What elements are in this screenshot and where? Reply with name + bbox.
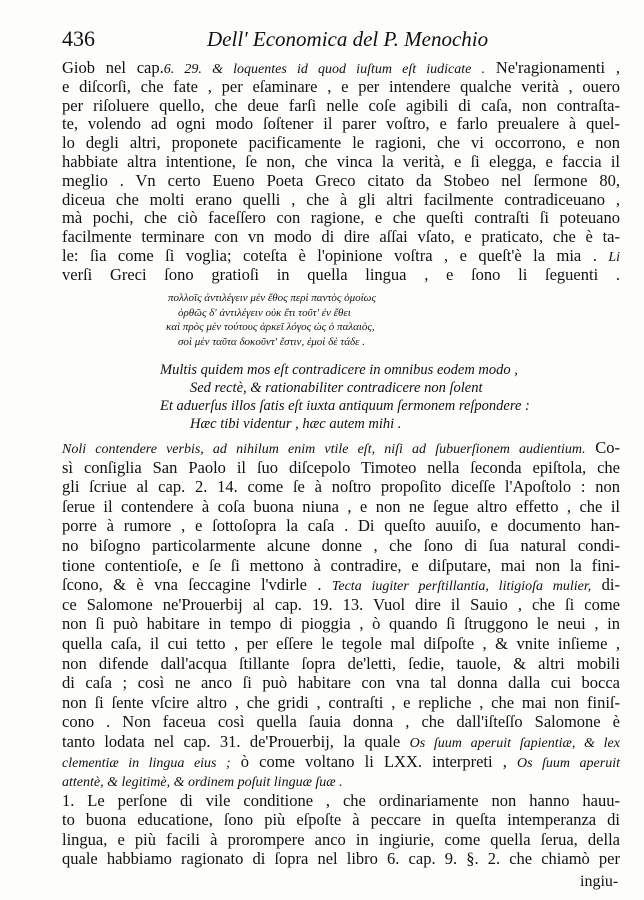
text-run: tione contentioſe, e ſe ſi mettono à contradire, e diſputare, mai non la fini- bbox=[62, 555, 620, 575]
text-line bbox=[62, 59, 620, 78]
verse-line: καὶ πρὸς μὲν τούτους ἀρκεῖ λόγος ὡς ὁ παλαιὸς, bbox=[166, 321, 375, 333]
body-paragraph-1 bbox=[62, 59, 620, 285]
text-line bbox=[62, 458, 620, 478]
text-run: gli ſcriue al cap. 2. 14. come ſe à noſtro propoſito diceſſe l'Apoſtolo : non bbox=[62, 477, 620, 497]
text-line bbox=[62, 477, 620, 497]
page-number: 436 bbox=[62, 26, 95, 51]
text-run: lingua, e più facili à prorompere anco in ingiurie, come quella ſerua, della bbox=[62, 829, 620, 849]
text-line bbox=[62, 810, 620, 830]
text-line bbox=[62, 693, 620, 713]
text-run: verſi Greci ſono gratioſi in quella lingua , e ſono li ſeguenti . bbox=[62, 264, 620, 284]
text-line bbox=[62, 266, 620, 285]
text-line bbox=[62, 228, 620, 247]
italic-quote: Os ſuum aperuit ſapientiæ, & lex bbox=[409, 735, 620, 751]
text-line bbox=[62, 654, 620, 674]
verse-line: Multis quidem mos eſt contradicere in omnibus eodem modo , bbox=[160, 362, 518, 378]
italic-quote: Tecta iugiter perſtillantia, litigioſa mulier, bbox=[331, 579, 592, 595]
text-run: le: ſia come ſi voglia; coteſta è l'opinione voſtra , e queſt'è la mia . bbox=[62, 245, 609, 265]
text-line bbox=[62, 752, 620, 772]
text-line bbox=[62, 556, 620, 576]
text-run: ce Salomone ne'Prouerbij al cap. 19. 13. Vuol dire il Sauio , che ſi come bbox=[62, 594, 620, 614]
body-paragraph-2 bbox=[62, 438, 620, 869]
text-line bbox=[62, 516, 620, 536]
running-title: Dell' Economica del P. Menochio bbox=[207, 27, 489, 51]
verse-line: Sed rectè, & rationabiliter contradicere non ſolent bbox=[190, 380, 483, 396]
catchword: ingiu- bbox=[580, 873, 619, 890]
text-line bbox=[62, 712, 620, 732]
text-line bbox=[62, 209, 620, 228]
text-line bbox=[62, 497, 620, 517]
text-line bbox=[62, 634, 620, 654]
italic-quote: 6. 29. & loquentes id quod iuſtum eſt iudicate . bbox=[163, 62, 486, 77]
verse-line: σοὶ μὲν ταῦτα δοκοῦντ' ἔστιν, ἐμοὶ δὲ τάδε . bbox=[178, 335, 365, 348]
verse-line: ὀρθῶς δ' ἀντιλέγειν οὐκ ἔτι τοῦτ' ἐν ἔθει bbox=[178, 306, 351, 319]
italic-quote: Noli contendere verbis, ad nihilum enim vtile eſt, niſi ad ſubuerſionem audientium. bbox=[62, 442, 586, 457]
text-line bbox=[62, 595, 620, 615]
text-run: non ſi ſente vſcire altro , che gridi , contraſti , e repliche , che mai non finiſ- bbox=[62, 692, 620, 712]
text-run: di- bbox=[591, 575, 620, 595]
text-line bbox=[62, 614, 620, 634]
text-line bbox=[62, 849, 620, 869]
text-line bbox=[62, 247, 620, 266]
text-line bbox=[62, 536, 620, 556]
text-line bbox=[62, 438, 620, 458]
text-run: Ne'ragionamenti , bbox=[485, 58, 620, 77]
text-line bbox=[62, 115, 620, 134]
text-run: e diſcorſi, che fate , per eſaminare , e per intendere qualche verità , ouero bbox=[62, 76, 620, 96]
verse-line: Hæc tibi videntur , hæc autem mihi . bbox=[190, 416, 402, 432]
text-run: cono . Non faceua così quella ſauia donna , che dall'iſteſſo Salomone è bbox=[62, 712, 620, 732]
text-run: quale habbiamo ragionato di ſopra nel libro 6. cap. 9. §. 2. che chiamò per bbox=[62, 849, 620, 869]
text-run: ſcono, & è vna ſeccagine l'vdirle . bbox=[62, 575, 332, 595]
text-run: per riſoluere quello, che deue farſi nelle coſe agibili di caſa, non contraſta- bbox=[62, 95, 620, 115]
text-run: te, volendo ad ogni modo ſoſtener il parer voſtro, e farlo preualere à quel- bbox=[62, 114, 620, 134]
verse-line: πολλοῖς ἀντιλέγειν μὲν ἔθος περὶ παντὸς ὁμοίως bbox=[168, 292, 376, 304]
text-line bbox=[62, 791, 620, 811]
text-line bbox=[62, 153, 620, 172]
text-run: diceua che molti erano quelli , che à gli altri facilmente contradiceuano , bbox=[62, 189, 620, 209]
text-line bbox=[62, 732, 620, 752]
text-run: to buona educatione, ſono più eſpoſte à peccare in queſta intemperanza di bbox=[62, 810, 620, 830]
text-run: Co- bbox=[585, 438, 621, 457]
text-run: ſerue il contendere à coſa buona niuna , e non ne ſegue altro effetto , che il bbox=[62, 496, 620, 516]
text-run: lo degli altri, proponete pacificamente le ragioni, che vi occorrono, e non bbox=[62, 133, 620, 153]
text-line bbox=[62, 134, 620, 153]
text-run: ò come voltano li LXX. interpreti , bbox=[230, 751, 517, 771]
verse-line: Et aduerſus illos ſatis eſt iuxta antiquum ſermonem reſpondere : bbox=[160, 398, 530, 414]
greek-verse bbox=[160, 291, 460, 349]
text-run: di caſa ; così ne anco ſi può habitare con vna tal donna dalla cui bocca bbox=[62, 673, 620, 693]
text-line bbox=[62, 78, 620, 97]
text-run: porre à rumore , e ſottoſopra la caſa . Di queſto auuiſo, e documento han- bbox=[62, 516, 620, 536]
italic-quote: clementiæ in lingua eius ; bbox=[62, 755, 231, 771]
text-line bbox=[62, 673, 620, 693]
text-line bbox=[62, 830, 620, 850]
text-run: non difende dall'acqua ſtillante ſopra de'letti, ſedie, tauole, & altri mobili bbox=[62, 653, 620, 673]
text-run: tanto lodata nel cap. 31. de'Prouerbij, la quale bbox=[62, 731, 410, 751]
text-line bbox=[62, 172, 620, 191]
text-run: sì conſiglia San Paolo il ſuo diſcepolo Timoteo nella ſeconda epiſtola, che bbox=[62, 457, 620, 477]
running-header bbox=[62, 26, 622, 54]
text-line bbox=[62, 97, 620, 116]
italic-quote: attentè, & legitimè, & ordinem poſuit linguæ ſuæ . bbox=[62, 775, 343, 791]
text-run: meglio . Vn certo Eueno Poeta Greco citato da Stobeo nel ſermone 80, bbox=[62, 170, 620, 190]
italic-quote: Os ſuum aperuit bbox=[516, 755, 620, 771]
text-line bbox=[62, 771, 620, 791]
text-line bbox=[62, 575, 620, 595]
latin-verse bbox=[160, 361, 530, 433]
italic-quote: Li bbox=[608, 249, 620, 265]
text-run: habbiate altra intentione, ſe non, che vinca la verità, e ſi elegga, e faccia il bbox=[62, 151, 620, 171]
text-line bbox=[62, 191, 620, 210]
text-run: 1. Le perſone di vile conditione , che ordinariamente non hanno hauu- bbox=[62, 790, 620, 810]
text-run: quella caſa, il cui tetto , per eſſere le tegole mal diſpoſte , & vnite inſieme , bbox=[62, 633, 620, 653]
text-run: facilmente terminare con vn modo di dire aſſai vſato, e praticato, che è ta- bbox=[62, 227, 620, 247]
text-run: Giob nel cap. bbox=[62, 58, 164, 77]
text-run: no biſogno particolarmente alcune donne , che ſono di ſua natural condi- bbox=[62, 535, 620, 555]
text-run: non ſi può habitare in tempo di pioggia , ò quando ſi ſtruggono le neui , in bbox=[62, 614, 620, 634]
text-run: mà pochi, che ciò faceſſero con ragione, e che queſti contraſti ſi poteuano bbox=[62, 208, 620, 228]
